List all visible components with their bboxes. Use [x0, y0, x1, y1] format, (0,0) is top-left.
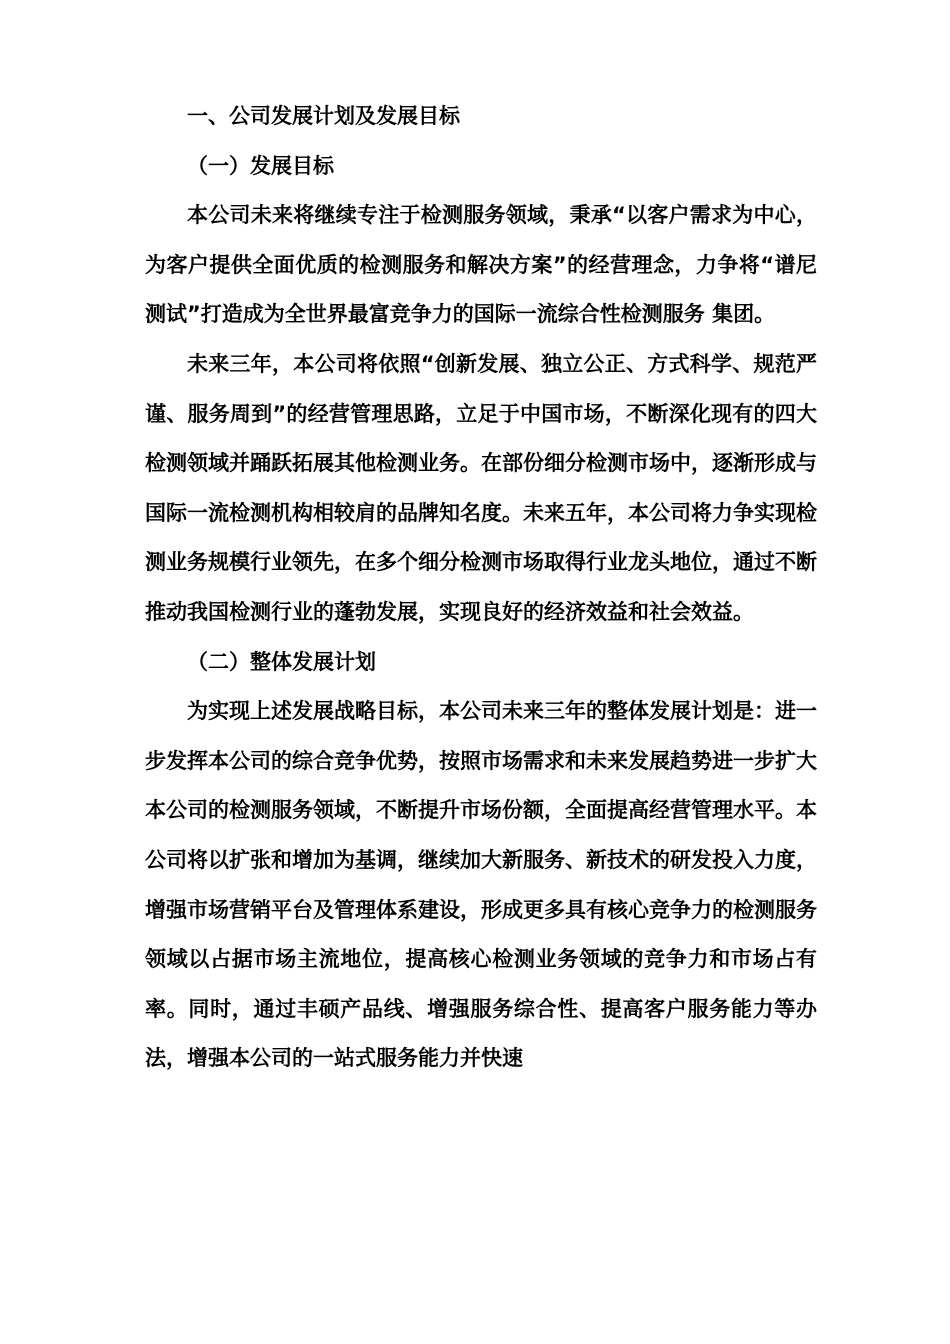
paragraph-goals-2: 未来三年，本公司将依照“创新发展、独立公正、方式科学、规范严谨、服务周到”的经营管理思路，立足于中国市场，不断深化现有的四大检测领域并踊跃拓展其他检测业务。在部份细分检测市场中，逐渐形成与国际一流检测机构相较肩的品牌知名度。未来五年，本公司将力争实现检测业务规模行业领先，在多个细分检测市场取得行业龙头地位，通过不断推动我国检测行业的蓬勃发展，实现良好的经济效益和社会效益。: [145, 351, 817, 624]
section-heading-plan: （二）整体发展计划: [187, 649, 376, 674]
main-heading: 一、公司发展计划及发展目标: [187, 104, 460, 128]
paragraph-goals-1: 本公司未来将继续专注于检测服务领域，秉承“以客户需求为中心，为客户提供全面优质的检测服务和解决方案”的经营理念，力争将“谱尼测试”打造成为全世界最富竞争力的国际一流综合性检测服务 集团。: [145, 203, 817, 327]
document-body: [145, 92, 817, 1084]
section-heading-goals: （一）发展目标: [187, 153, 334, 178]
paragraph-plan-1: 为实现上述发展战略目标，本公司未来三年的整体发展计划是：进一步发挥本公司的综合竞争优势，按照市场需求和未来发展趋势进一步扩大本公司的检测服务领域，不断提升市场份额，全面提高经营管理水平。本公司将以扩张和增加为基调，继续加大新服务、新技术的研发投入力度，增强市场营销平台及管理体系建设，形成更多具有核心竞争力的检测服务领域以占据市场主流地位，提高核心检测业务领域的竞争力和市场占有率。同时，通过丰硕产品线、增强服务综合性、提高客户服务能力等办法，增强本公司的一站式服务能力并快速: [145, 699, 817, 1071]
